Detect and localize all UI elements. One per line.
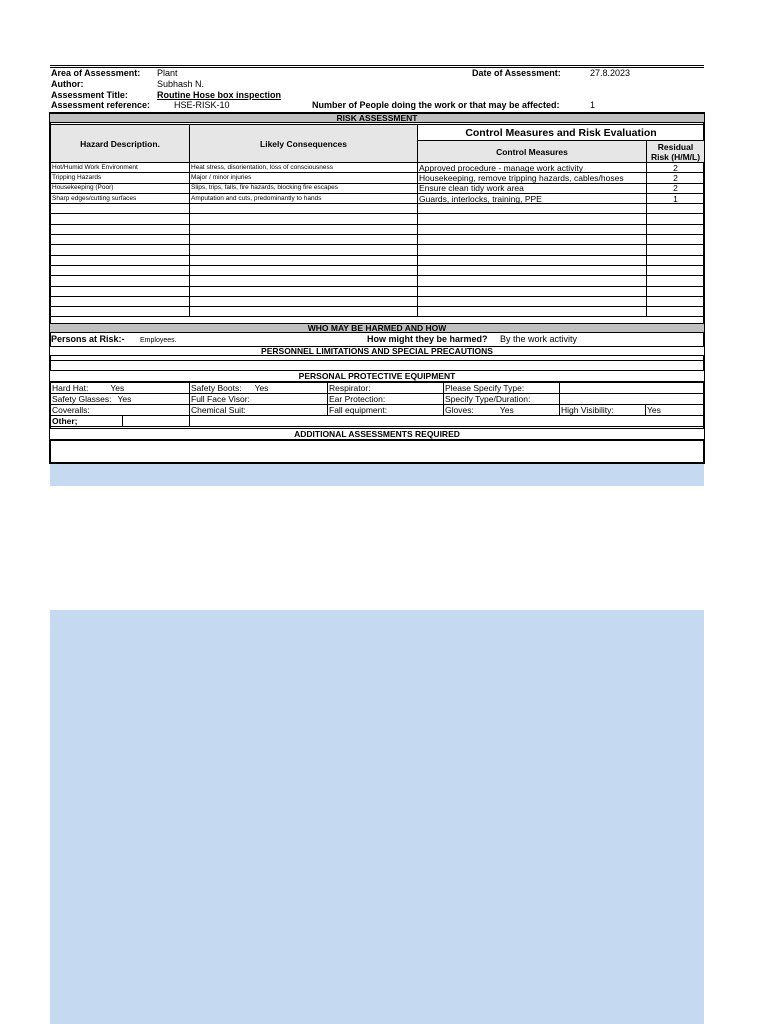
residual-cell: 2	[647, 173, 705, 183]
visor-cell: Full Face Visor:	[190, 394, 328, 405]
ref-value: HSE-RISK-10	[174, 100, 230, 110]
hard-hat-cell	[51, 383, 190, 394]
hazard-row	[51, 183, 705, 193]
coveralls-cell: Coveralls:	[51, 405, 190, 416]
residual-cell: 2	[647, 183, 705, 193]
boots-cell	[190, 383, 328, 394]
empty-row	[51, 286, 705, 296]
hazard-table	[50, 124, 705, 317]
col-control-header: Control Measures	[418, 141, 647, 163]
control-cell: Ensure clean tidy work area	[418, 183, 647, 193]
control-group-header: Control Measures and Risk Evaluation	[418, 125, 705, 141]
boots-label: Safety Boots:	[191, 383, 242, 393]
author-label: Author:	[51, 79, 84, 89]
title-value: Routine Hose box inspection	[157, 90, 282, 100]
residual-cell: 1	[647, 193, 705, 203]
empty-row	[51, 224, 705, 234]
author-value: Subhash N.	[157, 79, 205, 89]
who-harmed-band: WHO MAY BE HARMED AND HOW	[50, 323, 704, 333]
empty-row	[51, 307, 705, 317]
gloves-cell	[444, 405, 560, 416]
hazard-cell: Sharp edges/cutting surfaces	[51, 193, 190, 203]
persons-label: Persons at Risk:-	[51, 334, 125, 344]
empty-row	[51, 265, 705, 275]
consequence-cell: Amputation and cuts, predominantly to hands	[190, 193, 418, 203]
how-label: How might they be harmed?	[367, 334, 488, 344]
other-divider	[122, 416, 123, 427]
how-value: By the work activity	[500, 334, 578, 344]
consequence-cell: Heat stress, disorientation, loss of consciousness	[190, 163, 418, 173]
duration-cell: Specify Type/Duration:	[444, 394, 560, 405]
consequence-cell: Slips, trips, falls, fire hazards, blocking fire escapes	[190, 183, 418, 193]
hivis-value-cell: Yes	[646, 405, 705, 416]
empty-row	[51, 245, 705, 255]
gloves-value: Yes	[499, 405, 514, 415]
residual-cell: 2	[647, 163, 705, 173]
consequence-cell: Major / minor injuries	[190, 173, 418, 183]
gloves-label: Gloves:	[445, 405, 474, 415]
hazard-cell: Hot/Humid Work Environment	[51, 163, 190, 173]
area-value: Plant	[157, 68, 178, 78]
fall-cell: Fall equipment:	[328, 405, 444, 416]
date-label: Date of Assessment:	[472, 68, 561, 78]
additional-rule	[50, 440, 704, 441]
control-cell: Guards, interlocks, training, PPE	[418, 193, 647, 203]
empty-row	[51, 296, 705, 306]
specify-type-cell: Please Specify Type:	[444, 383, 560, 394]
ppe-table	[50, 382, 705, 427]
hazard-cell: Tripping Hazards	[51, 173, 190, 183]
residual-label-1: Residual	[657, 141, 694, 152]
glasses-value: Yes	[117, 394, 132, 404]
ear-cell: Ear Protection:	[328, 394, 444, 405]
blue-strip	[50, 464, 704, 486]
glasses-label: Safety Glasses:	[52, 394, 112, 404]
boots-value: Yes	[254, 383, 269, 393]
top-rule	[50, 65, 704, 66]
area-label: Area of Assessment:	[51, 68, 141, 78]
other-label: Other;	[52, 416, 78, 426]
people-label: Number of People doing the work or that may be affected:	[312, 100, 560, 110]
risk-assessment-band: RISK ASSESSMENT	[50, 113, 704, 123]
hazard-row	[51, 173, 705, 183]
respirator-cell: Respirator:	[328, 383, 444, 394]
hivis-label-cell: High Visibility:	[560, 405, 646, 416]
col-consequences-header: Likely Consequences	[190, 125, 418, 163]
ppe-band: PERSONAL PROTECTIVE EQUIPMENT	[50, 370, 704, 382]
hard-hat-label: Hard Hat:	[52, 383, 89, 393]
ref-label: Assessment reference:	[51, 100, 151, 110]
hazard-row	[51, 193, 705, 203]
empty-row	[51, 214, 705, 224]
hazard-row	[51, 163, 705, 173]
blue-panel	[50, 610, 704, 1024]
limitations-band: PERSONNEL LIMITATIONS AND SPECIAL PRECAUTIONS	[50, 346, 704, 356]
hard-hat-value: Yes	[110, 383, 125, 393]
col-residual-header	[647, 141, 705, 163]
additional-band: ADDITIONAL ASSESSMENTS REQUIRED	[50, 428, 704, 440]
glasses-cell	[51, 394, 190, 405]
persons-value: Employees.	[140, 337, 177, 344]
empty-row	[51, 255, 705, 265]
control-cell: Approved procedure - manage work activity	[418, 163, 647, 173]
empty-row	[51, 276, 705, 286]
hazard-cell: Housekeeping (Poor)	[51, 183, 190, 193]
col-hazard-header: Hazard Description.	[51, 125, 190, 163]
limitations-rule	[50, 360, 704, 361]
people-value: 1	[590, 100, 596, 110]
chem-cell: Chemical Suit:	[190, 405, 328, 416]
empty-row	[51, 204, 705, 214]
other-input[interactable]	[190, 416, 705, 427]
duration-input[interactable]	[560, 394, 705, 405]
residual-label-2: Risk (H/M/L)	[650, 151, 701, 162]
title-label: Assessment Title:	[51, 90, 128, 100]
specify-type-input[interactable]	[560, 383, 705, 394]
empty-row	[51, 235, 705, 245]
control-cell: Housekeeping, remove tripping hazards, cables/hoses	[418, 173, 647, 183]
date-value: 27.8.2023	[590, 68, 631, 78]
other-cell	[51, 416, 190, 427]
